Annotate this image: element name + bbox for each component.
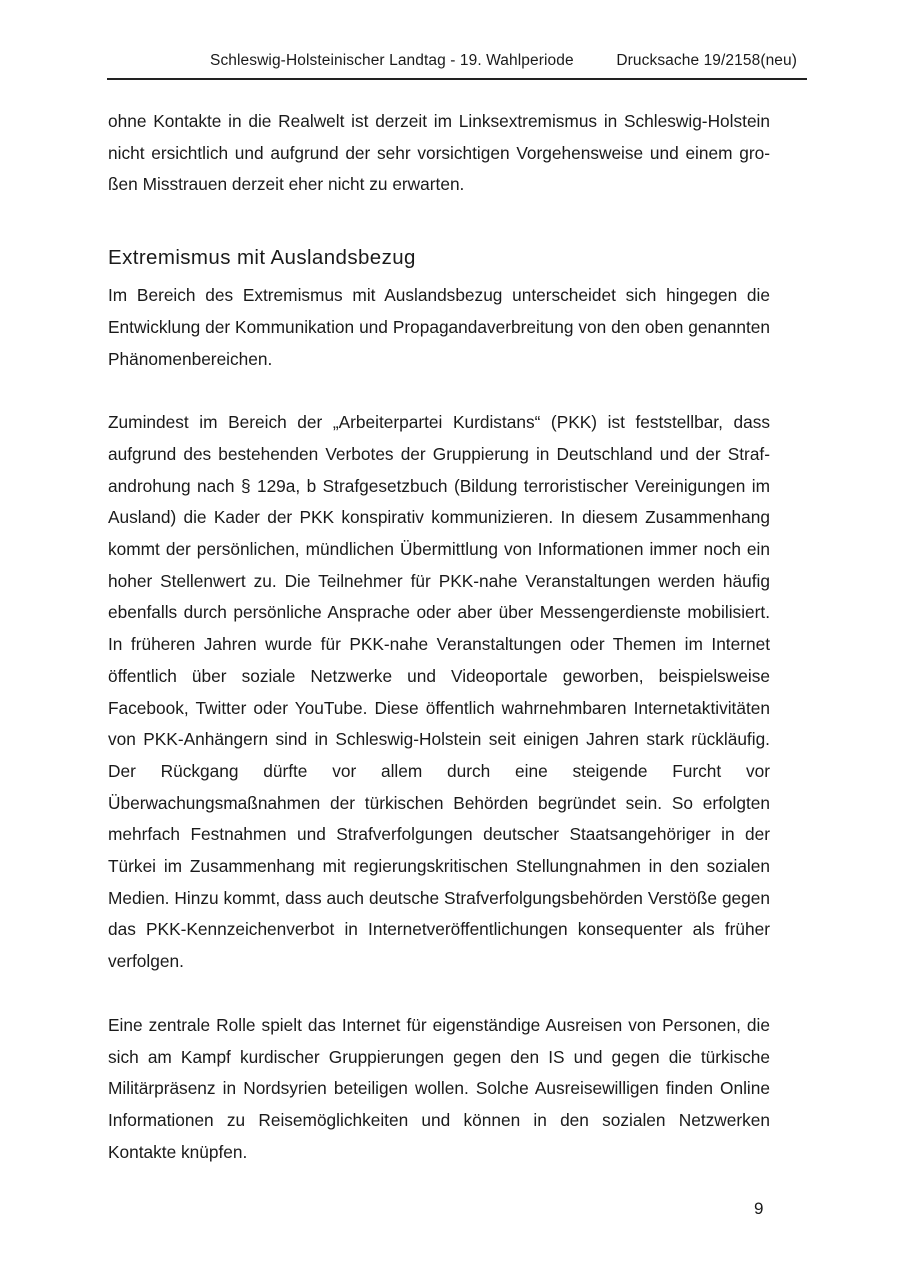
paragraph-ausreisen: Eine zentrale Rolle spielt das Internet für eigenständige Ausreisen von Personen, die sich am Kampf kurdischer Gruppierungen gegen den IS und gegen die türkische Militärpräsenz in Nordsyrien beteiligen wollen. Solche Ausreisewilligen finden Online Informationen zu Reisemöglichkeiten und können in den sozialen Netzwerken Kontakte knüpfen. [108,1014,770,1162]
header-document-number: Drucksache 19/2158(neu) [616,52,797,69]
document-body [108,106,770,1168]
header-title: Schleswig-Holsteinischer Landtag - 19. Wahlperiode [210,52,574,69]
paragraph-continuation: ohne Kontakte in die Realwelt ist derzeit im Linksextremismus in Schleswig-Holstein nicht ersichtlich und aufgrund der sehr vorsichtigen Vorgehensweise und einem großen Misstrauen derzeit eher nicht zu erwarten. [108,111,770,195]
section-heading: Extremismus mit Auslandsbezug [108,246,416,270]
paragraph-intro: Im Bereich des Extremismus mit Auslandsbezug unterscheidet sich hingegen die Entwicklung der Kommunikation und Propagandaverbreitung von den oben genannten Phänomenbereichen. [108,285,770,369]
page-header [107,48,807,80]
page-number: 9 [754,1199,764,1218]
paragraph-pkk: Zumindest im Bereich der „Arbeiterpartei Kurdistans“ (PKK) ist feststellbar, dass aufgrund des bestehenden Verbotes der Gruppierung in Deutschland und der Strafandrohung nach § 129a, b Strafgesetzbuch (Bildung terroristischer Vereinigungen im Ausland) die Kader der PKK konspirativ kommunizieren. In diesem Zusammenhang kommt der persönlichen, mündlichen Übermittlung von Informationen immer noch ein hoher Stellenwert zu. Die Teilnehmer für PKK-nahe Veranstaltungen werden häufig ebenfalls durch persönliche Ansprache oder aber über Messengerdienste mobilisiert. In früheren Jahren wurde für PKK-nahe Veranstaltungen oder Themen im Internet öffentlich über soziale Netzwerke und Videoportale geworben, beispielsweise Facebook, Twitter oder YouTube. Diese öffentlich wahrnehmbaren Internetaktivitäten von PKK-Anhängern sind in Schleswig-Holstein seit einigen Jahren stark rückläufig. Der Rückgang dürfte vor allem durch eine steigende Furcht vor Überwachungsmaßnahmen der türkischen Behörden begründet sein. So erfolgten mehrfach Festnahmen und Strafverfolgungen deutscher Staatsangehöriger in der Türkei im Zusammenhang mit regierungskritischen Stellungnahmen in den sozialen Medien. Hinzu kommt, dass auch deutsche Strafverfolgungsbehörden Verstöße gegen das PKK-Kennzeichenverbot in Internetveröffentlichungen konsequenter als früher verfolgen. [108,412,770,972]
